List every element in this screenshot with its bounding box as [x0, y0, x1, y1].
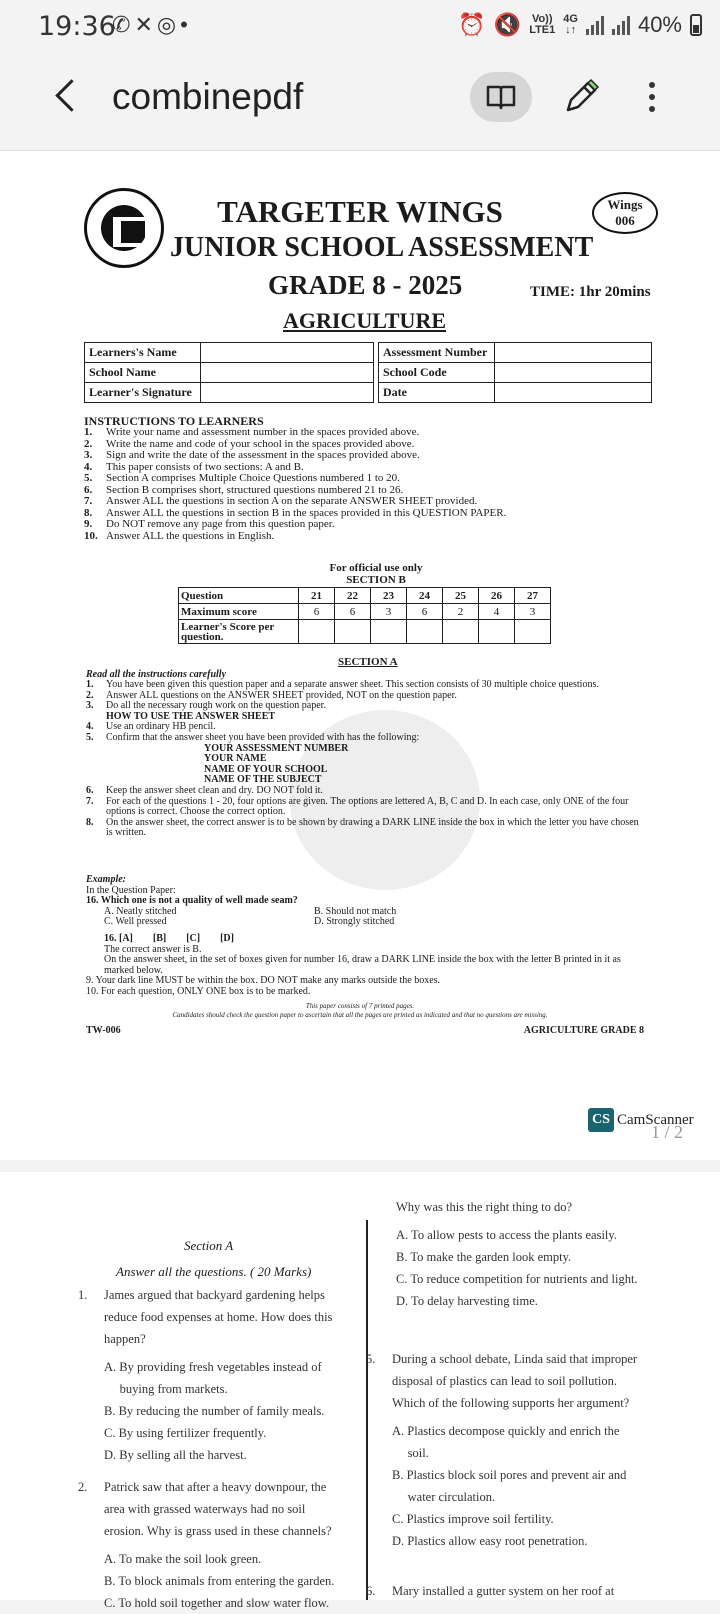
score-cell	[335, 620, 371, 644]
official-use-heading: For official use only SECTION B	[329, 562, 423, 586]
instruction-number: 2.	[86, 689, 94, 701]
instruction-text: Answer ALL the questions in English.	[106, 529, 275, 542]
instruction-item	[84, 496, 644, 508]
status-bar	[0, 0, 720, 52]
subject-title: AGRICULTURE	[283, 308, 447, 333]
score-cell	[479, 620, 515, 644]
instruction-number: 6.	[84, 483, 93, 496]
option: C. To reduce competition for nutrients and light.	[396, 1272, 638, 1286]
app-bar	[0, 52, 720, 144]
notification-icons	[112, 12, 188, 38]
question-text: Why was this the right thing to do?	[396, 1200, 573, 1214]
option: B. Plastics block soil pores and prevent air and	[392, 1468, 627, 1482]
question-text: Which of the following supports her argument?	[392, 1396, 630, 1410]
option: soil.	[392, 1446, 429, 1460]
camscanner-watermark: CS CamScanner	[588, 1108, 694, 1132]
missed-call-icon: ✕	[134, 12, 153, 37]
signal-icon	[586, 15, 604, 35]
score-row-questions	[179, 588, 551, 604]
question-text: James argued that backyard gardening helps	[104, 1288, 325, 1302]
score-cell: 6	[407, 604, 443, 620]
score-cell: 6	[335, 604, 371, 620]
dot-icon: •	[180, 12, 188, 37]
battery-level: 40%	[637, 12, 682, 37]
assessment-title: JUNIOR SCHOOL ASSESSMENT	[170, 232, 594, 263]
score-row-learner	[179, 620, 551, 644]
instruction-item	[86, 754, 646, 765]
option: C. To hold soil together and slow water flow.	[104, 1596, 330, 1610]
instruction-item	[86, 765, 646, 776]
document-title: combinepdf	[112, 76, 304, 117]
score-cell	[371, 620, 407, 644]
instruction-number: 5.	[86, 731, 94, 743]
instruction-text: Write the name and code of your school in the spaces provided above.	[106, 437, 415, 450]
score-cell: 3	[515, 604, 551, 620]
instruction-number: 3.	[86, 700, 94, 712]
instruction-text: Keep the answer sheet clean and dry. DO NOT fold it.	[106, 784, 323, 796]
question-number: 2.	[78, 1480, 88, 1494]
more-options-button[interactable]	[630, 74, 674, 120]
read-instructions-note: Read all the instructions carefully	[86, 669, 227, 680]
question-2	[78, 1476, 354, 1614]
instruction-item	[86, 733, 646, 744]
score-row-max	[179, 604, 551, 620]
reading-mode-button[interactable]	[470, 72, 532, 122]
instruction-item	[86, 786, 646, 797]
assessment-info-table: Assessment Number School Code Date	[378, 342, 652, 403]
paper-code-badge: Wings 006	[592, 192, 658, 234]
score-cell: 27	[515, 588, 551, 604]
score-cell: 21	[299, 588, 335, 604]
instruction-item	[86, 680, 646, 691]
instruction-number: 6.	[86, 784, 94, 796]
question-text: Patrick saw that after a heavy downpour, the	[104, 1480, 327, 1494]
battery-icon	[690, 14, 702, 36]
option: buying from markets.	[104, 1382, 228, 1396]
instruction-text: Use an ordinary HB pencil.	[106, 721, 216, 733]
option: A. To make the soil look green.	[104, 1552, 262, 1566]
option: B. To make the garden look empty.	[396, 1250, 572, 1264]
score-cell: 22	[335, 588, 371, 604]
whatsapp-icon: ◎	[156, 12, 177, 37]
camscanner-icon: CS	[588, 1108, 614, 1132]
score-cell	[299, 620, 335, 644]
score-cell: 26	[479, 588, 515, 604]
instruction-text: Answer ALL questions on the ANSWER SHEET provided, NOT on the question paper.	[106, 689, 457, 701]
instruction-item	[84, 519, 644, 531]
option: B. By reducing the number of family meals.	[104, 1404, 325, 1418]
section-a-heading: SECTION A	[338, 656, 398, 668]
score-cell: 4	[479, 604, 515, 620]
option: D. By selling all the harvest.	[104, 1448, 247, 1462]
pdf-page-1[interactable]	[0, 150, 720, 1160]
question-text: During a school debate, Linda said that improper	[392, 1352, 638, 1366]
option: A. By providing fresh vegetables instead of	[104, 1360, 322, 1374]
score-cell: 25	[443, 588, 479, 604]
instruction-number: 7.	[84, 495, 93, 507]
score-cell: 2	[443, 604, 479, 620]
instruction-number: 8.	[84, 506, 93, 519]
paper-code: TW-006	[86, 1025, 121, 1036]
instruction-number: 9.	[84, 518, 93, 530]
instruction-item	[84, 473, 644, 485]
score-cell: 6	[299, 604, 335, 620]
score-cell: 23	[371, 588, 407, 604]
option: C. By using fertilizer frequently.	[104, 1426, 267, 1440]
instruction-number: 4.	[84, 460, 93, 473]
option: A. To allow pests to access the plants easily.	[396, 1228, 617, 1242]
section-a-instructions	[86, 680, 646, 839]
time-allowed: TIME: 1hr 20mins	[530, 284, 651, 300]
score-cell: 24	[407, 588, 443, 604]
column-divider	[366, 1220, 368, 1600]
instruction-number: 10.	[84, 529, 98, 542]
instruction-item	[84, 427, 644, 439]
option: B. To block animals from entering the garden.	[104, 1574, 335, 1588]
instruction-item	[84, 450, 644, 462]
edit-button[interactable]	[556, 72, 606, 122]
book-icon	[486, 84, 516, 110]
instruction-item	[86, 744, 646, 755]
volte-indicator: Vo)) LTE1	[529, 13, 556, 36]
instruction-number: 1.	[84, 426, 93, 438]
question-text: disposal of plastics can lead to soil pollution.	[392, 1374, 617, 1388]
score-cell	[407, 620, 443, 644]
options	[104, 1548, 354, 1614]
instruction-text: On the answer sheet, the correct answer is to be shown by drawing a DARK LINE inside the box in which the letter you have chosen is written.	[106, 816, 639, 839]
question-text: area with grassed waterways had no soil	[104, 1502, 306, 1516]
learner-info-table: Learners's Name School Name Learner's Signature	[84, 342, 374, 403]
instructions-list	[84, 427, 644, 542]
example-block: Example: In the Question Paper: 16. Which one is not a quality of well made seam? A. Neatly stitched B. Should not match C. Well pressed D. Strongly stitched 16. [A] [B] [C] [D] The correct answer is B. On the answer sheet, in the set of boxes given for number 16, draw a DARK LINE inside the box with the letter B printed in it as marked below. 9. Your dark line MUST be within the box. DO NOT make any marks outside the boxes. 10. For each question, ONLY ONE box is to be marked.	[86, 874, 621, 997]
instruction-item	[86, 797, 646, 818]
score-label: Question	[179, 588, 299, 604]
option: D. To delay harvesting time.	[396, 1294, 538, 1308]
footer-note: This paper consists of 7 printed pages. Candidates should check the question paper to ascertain that all the pages are printed as indicated and that no questions are missing.	[172, 1002, 548, 1019]
clock: 19:36	[38, 11, 116, 42]
instruction-number: 2.	[84, 437, 93, 450]
question-text: happen?	[104, 1332, 146, 1346]
question-number: 6.	[366, 1584, 376, 1598]
back-button[interactable]	[44, 74, 88, 118]
question-6	[366, 1580, 702, 1602]
message-icon: ✆	[112, 12, 131, 37]
system-icons	[458, 12, 702, 38]
instruction-text: Do all the necessary rough work on the question paper.	[106, 700, 326, 712]
instruction-text: Write your name and assessment number in the spaces provided above.	[106, 426, 420, 438]
score-cell	[443, 620, 479, 644]
instruction-text: YOUR NAME	[204, 753, 267, 765]
score-table	[178, 587, 551, 644]
question-1	[78, 1284, 354, 1466]
instruction-text: Section B comprises short, structured questions numbered 21 to 26.	[106, 483, 404, 496]
alarm-icon: ⏰	[458, 12, 486, 37]
option: water circulation.	[392, 1490, 496, 1504]
instruction-number: 8.	[86, 816, 94, 828]
instruction-text: Confirm that the answer sheet you have been provided with has the following:	[106, 731, 420, 743]
grade-title: GRADE 8 - 2025	[268, 270, 463, 300]
instruction-text: You have been given this question paper and a separate answer sheet. This section consists of 30 multiple choice questions.	[106, 679, 599, 690]
question-5	[366, 1348, 702, 1552]
instruction-text: Section A comprises Multiple Choice Questions numbered 1 to 20.	[106, 472, 400, 484]
pdf-page-2[interactable]	[0, 1172, 720, 1610]
option: D. Plastics allow easy root penetration.	[392, 1534, 588, 1548]
instruction-item	[84, 531, 644, 543]
options	[392, 1420, 702, 1552]
instruction-text: Answer ALL the questions in section A on the separate ANSWER SHEET provided.	[106, 495, 478, 507]
instruction-text: YOUR ASSESSMENT NUMBER	[204, 742, 349, 754]
instruction-number: 3.	[84, 449, 93, 461]
question-4-continued	[396, 1196, 696, 1312]
instruction-text: Answer ALL the questions in section B in the spaces provided in this QUESTION PAPER.	[106, 506, 507, 519]
question-number: 5.	[366, 1352, 376, 1366]
question-text: reduce food expenses at home. How does this	[104, 1310, 333, 1324]
options	[104, 1356, 354, 1466]
instruction-text: Sign and write the date of the assessment in the spaces provided above.	[106, 449, 420, 461]
score-label: Maximum score	[179, 604, 299, 620]
school-name: TARGETER WINGS	[217, 194, 503, 229]
instruction-text: Do NOT remove any page from this question paper.	[106, 518, 335, 530]
section-heading: Section A	[184, 1238, 234, 1253]
instruction-text: This paper consists of two sections: A and B.	[106, 460, 304, 473]
section-subheading: Answer all the questions. ( 20 Marks)	[116, 1264, 312, 1279]
score-cell	[515, 620, 551, 644]
instruction-text: For each of the questions 1 - 20, four options are given. The options are lettered A, B, C and D. In each case, only ONE of the four options is correct. Choose the correct option.	[106, 795, 629, 818]
pencil-icon	[562, 78, 600, 116]
mute-icon: 🔇	[493, 12, 522, 37]
question-number: 1.	[78, 1288, 88, 1302]
instruction-text: NAME OF THE SUBJECT	[204, 774, 322, 786]
score-cell: 3	[371, 604, 407, 620]
network-type-indicator: 4G ↓↑	[563, 13, 578, 36]
option: C. Plastics improve soil fertility.	[392, 1512, 554, 1526]
question-text: erosion. Why is grass used in these channels?	[104, 1524, 332, 1538]
score-label: Learner's Score per question.	[179, 620, 299, 644]
question-text: Mary installed a gutter system on her roof at	[392, 1584, 615, 1598]
option: A. Plastics decompose quickly and enrich the	[392, 1424, 620, 1438]
signal-icon-2	[612, 15, 630, 35]
instruction-number: 1.	[86, 679, 94, 690]
page-indicator: 1 / 2	[651, 1122, 684, 1142]
instruction-text: NAME OF YOUR SCHOOL	[204, 763, 328, 775]
footer-subject: AGRICULTURE GRADE 8	[523, 1025, 644, 1036]
instruction-number: 7.	[86, 795, 94, 807]
options	[396, 1224, 696, 1312]
instruction-number: 5.	[84, 472, 93, 484]
instruction-number: 4.	[86, 721, 94, 733]
instructions-heading: INSTRUCTIONS TO LEARNERS	[84, 414, 264, 428]
instruction-text: HOW TO USE THE ANSWER SHEET	[106, 710, 276, 722]
instruction-item	[86, 818, 646, 839]
